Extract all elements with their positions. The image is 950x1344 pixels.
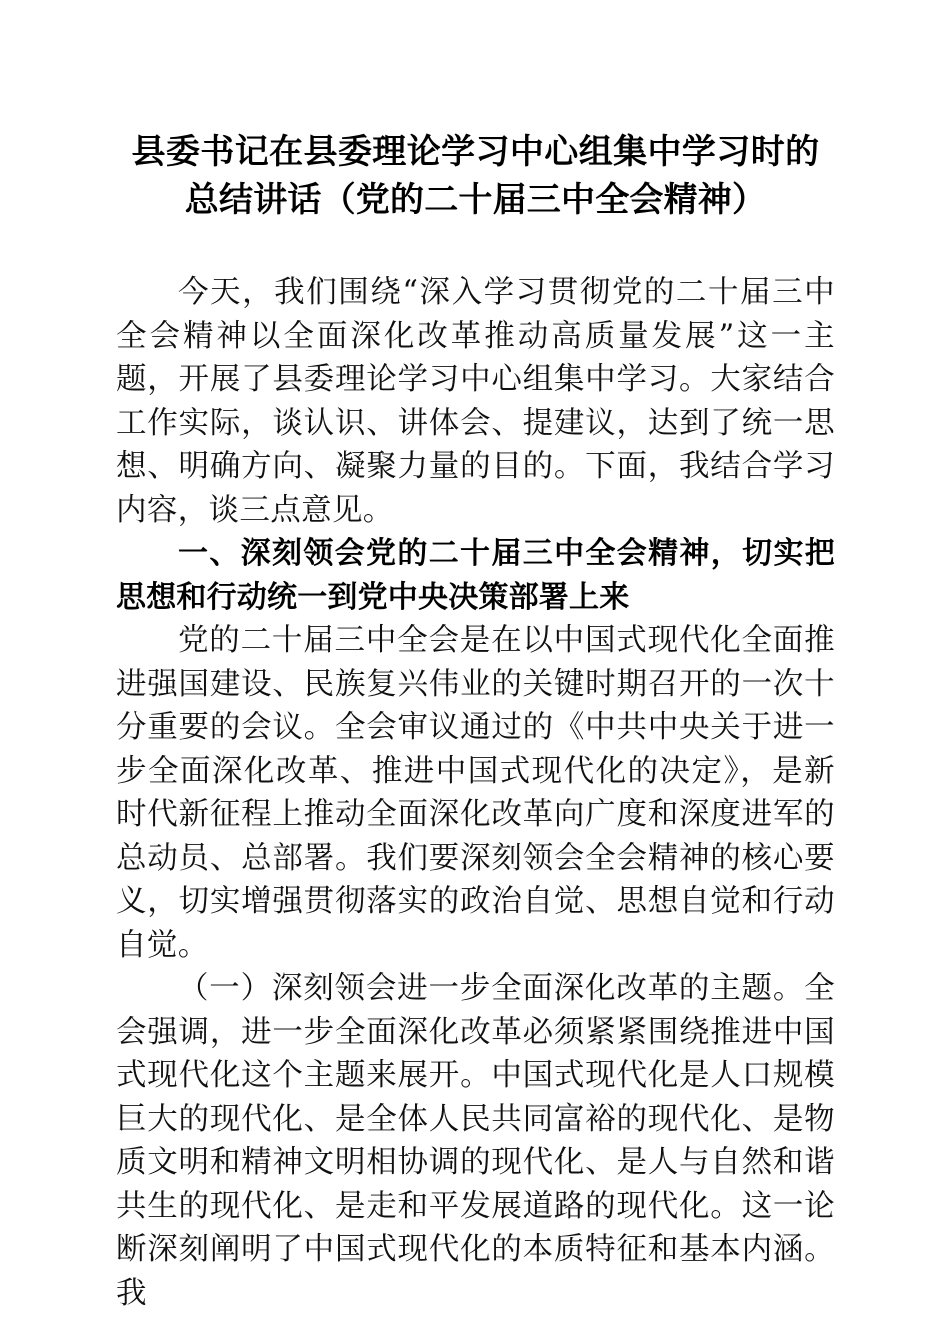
page-title-line-1: 县委书记在县委理论学习中心组集中学习时的 (131, 132, 820, 172)
paragraph-intro: 今天，我们围绕“深入学习贯彻党的二十届三中全会精神以全面深化改革推动高质量发展”这一主题，开展了县委理论学习中心组集中学习。大家结合工作实际，谈认识、讲体会、提建议，达到了统一思想、明确方向、凝聚力量的目的。下面，我结合学习内容，谈三点意见。 (116, 275, 835, 528)
document-content-column (116, 0, 835, 1315)
page-title-line-2: 总结讲话（党的二十届三中全会精神） (184, 180, 767, 220)
paragraph-subsection-one: （一）深刻领会进一步全面深化改革的主题。全会强调，进一步全面深化改革必须紧紧围绕推进中国式现代化这个主题来展开。中国式现代化是人口规模巨大的现代化、是全体人民共同富裕的现代化、是物质文明和精神文明相协调的现代化、是人与自然和谐共生的现代化、是走和平发展道路的现代化。这一论断深刻阐明了中国式现代化的本质特征和基本内涵。我 (116, 971, 835, 1311)
section-heading-one: 一、深刻领会党的二十届三中全会精神，切实把思想和行动统一到党中央决策部署上来 (116, 536, 835, 615)
document-body (116, 271, 835, 1315)
paragraph-section-one-body: 党的二十届三中全会是在以中国式现代化全面推进强国建设、民族复兴伟业的关键时期召开的一次十分重要的会议。全会审议通过的《中共中央关于进一步全面深化改革、推进中国式现代化的决定》，是新时代新征程上推动全面深化改革向广度和深度进军的总动员、总部署。我们要深刻领会全会精神的核心要义，切实增强贯彻落实的政治自觉、思想自觉和行动自觉。 (116, 623, 835, 963)
page-title (116, 0, 835, 224)
